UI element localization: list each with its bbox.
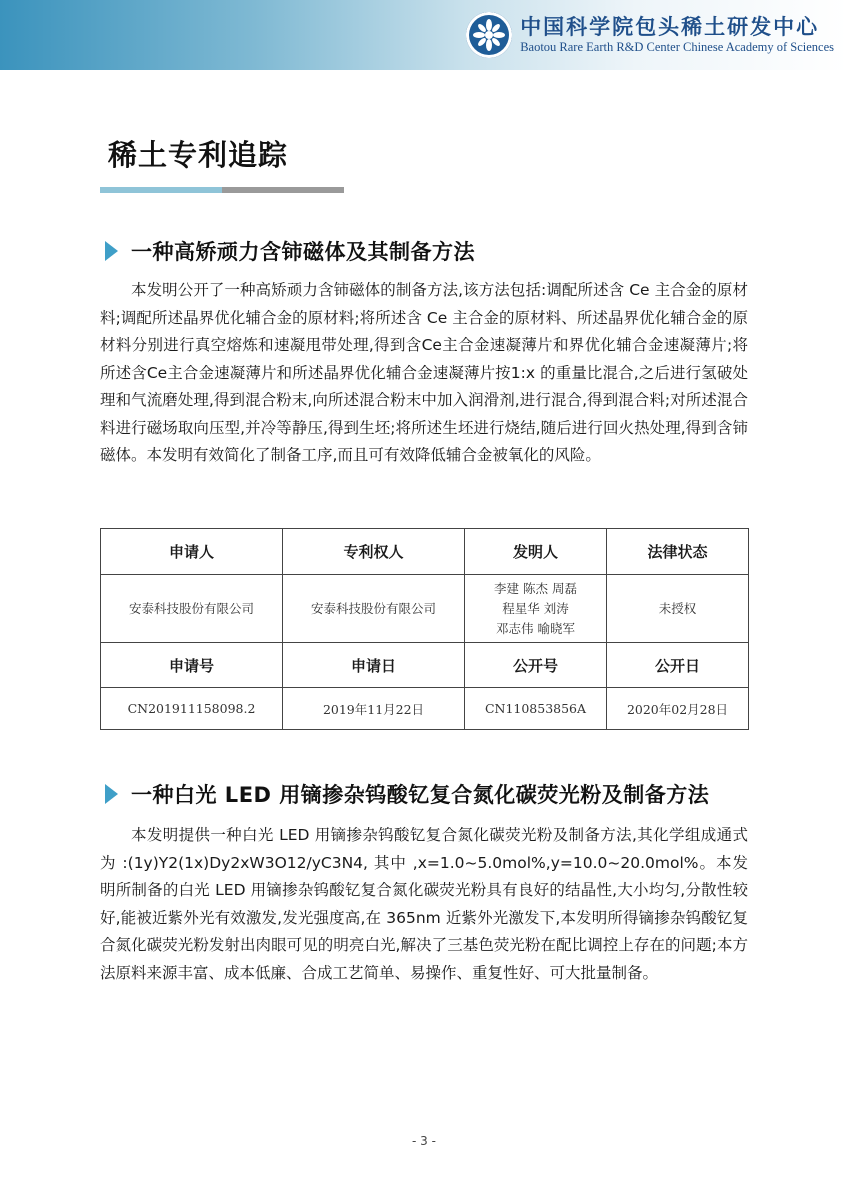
patent-2-abstract: 本发明提供一种白光 LED 用镝掺杂钨酸钇复合氮化碳荧光粉及制备方法,其化学组成通式为 :(1y)Y2(1x)Dy2xW3O12/yC3N4, 其中 ,x=1.0~5.0mol%,y=10.0~20.0mol%。本发明所制备的白光 LED 用镝掺杂钨酸钇复合氮化碳荧光粉具有良好的结晶性,大小均匀,分散性较好,能被近紫外光有效激发,发光强度高,在 365nm 近紫外光激发下,本发明所得镝掺杂钨酸钇复合氮化碳荧光粉发射出肉眼可见的明亮白光,解决了三基色荧光粉在配比调控上存在的问题;本方法原料来源丰富、成本低廉、合成工艺简单、易操作、重复性好、可大批量制备。 <box>100 826 748 982</box>
table-row <box>101 688 749 730</box>
legal-status-value: 未授权 <box>607 575 749 643</box>
header-applicant: 申请人 <box>101 529 283 575</box>
header-legal-status: 法律状态 <box>607 529 749 575</box>
patent-2-title: 一种白光 LED 用镝掺杂钨酸钇复合氮化碳荧光粉及制备方法 <box>131 783 710 807</box>
table-header-row <box>101 529 749 575</box>
inventor-line: 李建 陈杰 周磊 <box>494 580 577 596</box>
header-patentee: 专利权人 <box>283 529 465 575</box>
header-publication-date: 公开日 <box>607 643 749 688</box>
page-number: - 3 - <box>412 1134 436 1148</box>
application-date-value: 2019年11月22日 <box>283 688 465 730</box>
inventor-line: 邓志伟 喻晓军 <box>496 620 575 636</box>
patent-1-title: 一种高矫顽力含铈磁体及其制备方法 <box>131 240 475 264</box>
patent-2-heading <box>105 779 709 809</box>
org-logo <box>466 10 834 60</box>
inventor-line: 程星华 刘涛 <box>502 600 569 616</box>
inventors-value <box>465 575 607 643</box>
header-application-date: 申请日 <box>283 643 465 688</box>
patent-1-heading <box>105 236 475 266</box>
table-row <box>101 575 749 643</box>
applicant-value: 安泰科技股份有限公司 <box>101 575 283 643</box>
application-number-value: CN201911158098.2 <box>101 688 283 730</box>
triangle-bullet-icon <box>105 784 118 804</box>
header-band <box>0 0 848 70</box>
patentee-value: 安泰科技股份有限公司 <box>283 575 465 643</box>
patent-1-abstract: 本发明公开了一种高矫顽力含铈磁体的制备方法,该方法包括:调配所述含 Ce 主合金的原材料;调配所述晶界优化辅合金的原材料;将所述含 Ce 主合金的原材料、所述晶界优化辅合金的原材料分别进行真空熔炼和速凝甩带处理,得到含Ce主合金速凝薄片和界优化辅合金速凝薄片;将所述含Ce主合金速凝薄片和所述晶界优化辅合金速凝薄片按1:x 的重量比混合,之后进行氢破处理和气流磨处理,得到混合粉末,向所述混合粉末中加入润滑剂,进行混合,得到混合料;对所述混合料进行磁场取向压型,并冷等静压,得到生坯;将所述生坯进行烧结,随后进行回火热处理,得到含铈磁体。本发明有效简化了制备工序,而且可有效降低辅合金被氧化的风险。 <box>100 281 748 464</box>
org-name-cn: 中国科学院包头稀土研发中心 <box>520 14 820 39</box>
section-title: 稀土专利追踪 <box>108 138 289 172</box>
header-application-number: 申请号 <box>101 643 283 688</box>
cas-logo-icon <box>466 12 512 58</box>
org-name-en: Baotou Rare Earth R&D Center Chinese Academy of Sciences <box>520 40 834 54</box>
publication-date-value: 2020年02月28日 <box>607 688 749 730</box>
triangle-bullet-icon <box>105 241 118 261</box>
patent-1-info-table <box>100 528 749 730</box>
publication-number-value: CN110853856A <box>465 688 607 730</box>
title-underline <box>100 187 344 193</box>
table-header-row <box>101 643 749 688</box>
header-publication-number: 公开号 <box>465 643 607 688</box>
title-underline-accent <box>100 187 222 193</box>
header-inventors: 发明人 <box>465 529 607 575</box>
